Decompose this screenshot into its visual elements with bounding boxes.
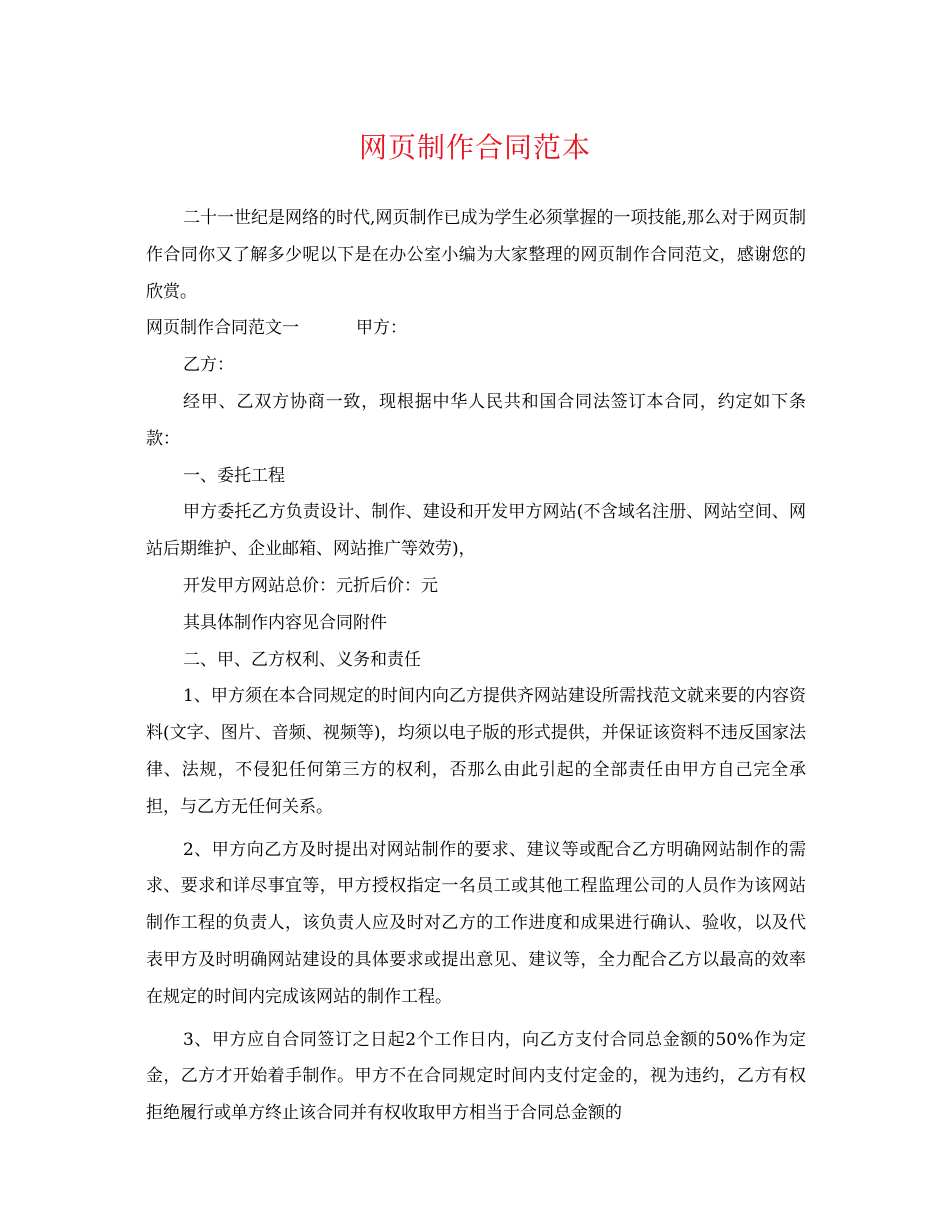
section-1-title: 一、委托工程 [183, 465, 285, 486]
sample-heading-line [146, 310, 806, 347]
party-a-label: 甲方： [356, 318, 407, 339]
section-1-paragraph-3: 其具体制作内容见合同附件 [183, 612, 387, 633]
document-title: 网页制作合同范本 [358, 131, 591, 164]
section-1-paragraph-2: 开发甲方网站总价：元折后价：元 [183, 575, 438, 596]
section-1-paragraph-1: 甲方委托乙方负责设计、制作、建设和开发甲方网站(不含域名注册、网站空间、网站后期维护、企业邮箱、网站推广等效劳)， [146, 502, 806, 560]
clause-2: 2、甲方向乙方及时提出对网站制作的要求、建议等或配合乙方明确网站制作的需求、要求和详尽事宜等，甲方授权指定一名员工或其他工程监理公司的人员作为该网站制作工程的负责人，该负责人应及时对乙方的工作进度和成果进行确认、验收，以及代表甲方及时明确网站建设的具体要求或提出意见、建议等，全力配合乙方以最高的效率在规定的时间内完成该网站的制作工程。 [146, 839, 806, 1007]
party-b-label: 乙方： [183, 355, 234, 376]
preamble-paragraph: 经甲、乙双方协商一致，现根据中华人民共和国合同法签订本合同，约定如下条款： [146, 391, 806, 449]
clause-1: 1、甲方须在本合同规定的时间内向乙方提供齐网站建设所需找范文就来要的内容资料(文字、图片、音频、视频等)，均须以电子版的形式提供，并保证该资料不违反国家法律、法规，不侵犯任何第三方的权利，否那么由此引起的全部责任由甲方自己完全承担，与乙方无任何关系。 [146, 686, 806, 817]
section-2-title: 二、甲、乙方权利、义务和责任 [183, 649, 421, 670]
clause-3: 3、甲方应自合同签订之日起2个工作日内，向乙方支付合同总金额的50%作为定金，乙方才开始着手制作。甲方不在合同规定时间内支付定金的，视为违约，乙方有权拒绝履行或单方终止该合同并有权收取甲方相当于合同总金额的 [146, 1029, 806, 1124]
sample-heading: 网页制作合同范文一 [146, 318, 299, 339]
intro-paragraph: 二十一世纪是网络的时代,网页制作已成为学生必须掌握的一项技能,那么对于网页制作合同你又了解多少呢以下是在办公室小编为大家整理的网页制作合同范文，感谢您的欣赏。 [146, 208, 806, 302]
document-body [146, 200, 806, 1132]
